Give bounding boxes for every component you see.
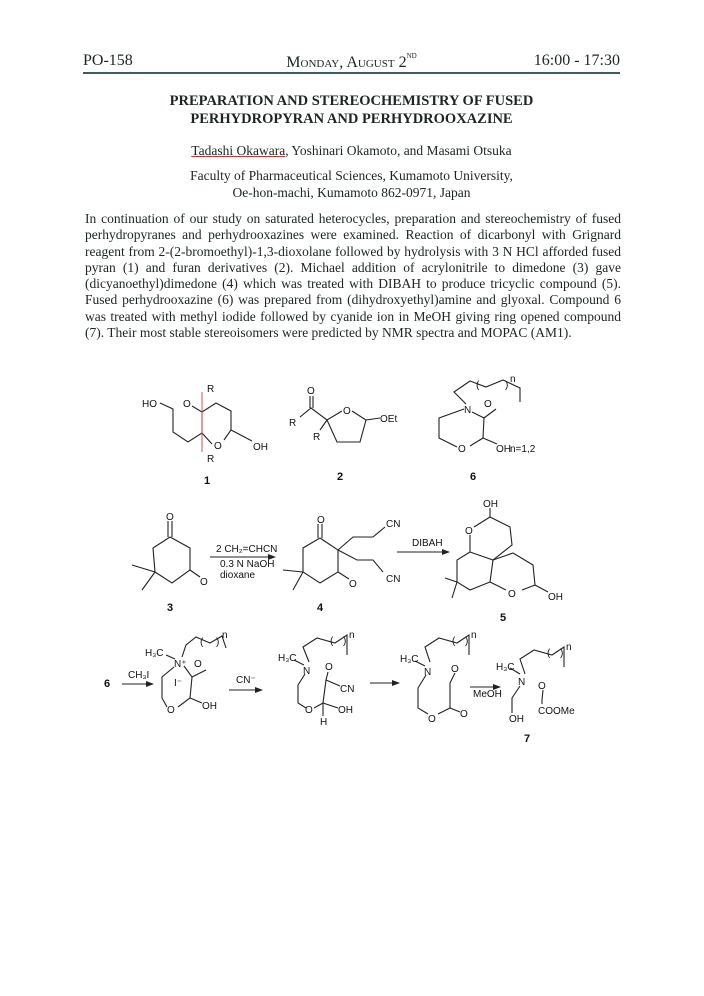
atom-label: O <box>458 444 466 455</box>
bracket: ) <box>343 636 347 647</box>
atom-label: N⁺ <box>174 659 187 670</box>
atom-label: CN <box>386 574 401 585</box>
title-line: PERHYDROPYRAN AND PERHYDROOXAZINE <box>190 111 513 127</box>
compound-label: 2 <box>337 471 344 483</box>
reagent-label: CN⁻ <box>236 675 256 686</box>
bracket: ) <box>560 648 564 659</box>
bracket: ) <box>465 636 469 647</box>
arrow-dibah <box>397 538 450 555</box>
atom-label: O <box>508 589 516 600</box>
bracket: ( <box>200 637 204 648</box>
atom-label: OH <box>253 442 268 453</box>
atom-label: n <box>471 630 477 641</box>
compound-3 <box>132 512 208 614</box>
compound-label: 7 <box>524 733 531 745</box>
atom-label: n <box>510 374 516 385</box>
atom-label: OH <box>202 701 217 712</box>
atom-label: N <box>303 666 311 677</box>
atom-label: CN <box>386 519 401 530</box>
reagent-label: dioxane <box>220 570 256 581</box>
atom-label: OH <box>496 444 511 455</box>
atom-label: O <box>465 526 473 537</box>
atom-label: R <box>289 418 297 429</box>
arrow-michael-addition <box>210 544 277 581</box>
atom-label: H₃C <box>400 654 419 665</box>
atom-label: O <box>538 681 546 692</box>
presenting-author: Tadashi Okawara <box>191 143 286 158</box>
atom-label: O <box>305 705 313 716</box>
cyanide-adduct-intermediate <box>278 630 355 728</box>
compound-label: 6 <box>104 678 111 690</box>
compound-label: 6 <box>470 471 477 483</box>
atom-label: O <box>428 714 436 725</box>
atom-label: H₃C <box>278 653 297 664</box>
title-line: PREPARATION AND STEREOCHEMISTRY OF FUSED <box>169 93 534 109</box>
compound-label: 5 <box>500 612 507 624</box>
atom-label: HO <box>142 399 157 410</box>
atom-label: R <box>207 454 215 465</box>
date-text: Monday, August 2 <box>286 54 407 71</box>
compound-label: 4 <box>317 602 324 614</box>
compound-5 <box>445 499 563 624</box>
bracket: ( <box>330 636 334 647</box>
atom-label: OEt <box>380 414 398 425</box>
atom-label: n <box>222 630 228 641</box>
bracket: ) <box>505 380 509 391</box>
arrow-methyl-iodide <box>122 670 154 687</box>
atom-label: O <box>200 577 208 588</box>
atom-label: COOMe <box>538 706 575 717</box>
poster-code: PO-158 <box>83 52 133 69</box>
co-authors: , Yoshinari Okamoto, and Masami Otsuka <box>285 143 512 158</box>
compound-label: 1 <box>204 475 211 487</box>
compound-1 <box>142 384 268 487</box>
reagent-label: CH₃I <box>128 670 150 681</box>
atom-label: O <box>317 515 325 526</box>
atom-label: I⁻ <box>174 678 183 689</box>
reagent-label: 0.3 N NaOH <box>220 559 275 570</box>
atom-label: O <box>451 664 459 675</box>
bracket: ) <box>216 637 220 648</box>
atom-label: O <box>307 386 315 397</box>
atom-label: n <box>349 630 355 641</box>
atom-label: O <box>166 512 174 523</box>
atom-label: O <box>167 705 175 716</box>
session-time: 16:00 - 17:30 <box>533 52 620 69</box>
arrow-methanolysis <box>470 684 502 700</box>
atom-label: O <box>349 579 357 590</box>
affiliation-line: Faculty of Pharmaceutical Sciences, Kumamoto University, <box>190 168 513 183</box>
lactone-intermediate <box>400 630 477 725</box>
reagent-label: MeOH <box>473 689 502 700</box>
atom-label: R <box>313 432 321 443</box>
compound-7 <box>496 642 575 745</box>
atom-label: O <box>194 659 202 670</box>
bracket: ( <box>547 648 551 659</box>
atom-label: R <box>207 384 215 395</box>
atom-label: O <box>325 662 333 673</box>
compound-label: 3 <box>167 602 174 614</box>
affiliation-line: Oe-hon-machi, Kumamoto 862-0971, Japan <box>232 185 471 200</box>
compound-4 <box>283 515 400 614</box>
atom-label: H₃C <box>145 648 164 659</box>
atom-label: O <box>460 709 468 720</box>
atom-label: H₃C <box>496 662 515 673</box>
atom-label: OH <box>338 705 353 716</box>
atom-label: OH <box>483 499 498 510</box>
atom-label: O <box>183 399 191 410</box>
atom-label: O <box>343 406 351 417</box>
date-suffix: ND <box>406 52 417 60</box>
reagent-label: 2 CH₂=CHCN <box>216 544 278 555</box>
atom-label: CN <box>340 684 355 695</box>
bracket: ( <box>476 380 480 391</box>
atom-label: OH <box>548 592 563 603</box>
atom-label: OH <box>509 714 524 725</box>
atom-label: N <box>518 677 526 688</box>
arrow-cyanide <box>229 675 263 693</box>
atom-label: O <box>484 399 492 410</box>
n-values: n=1,2 <box>510 444 536 455</box>
methiodide-intermediate <box>145 630 228 716</box>
compound-6 <box>439 374 536 483</box>
atom-label: N <box>424 667 432 678</box>
arrow-ring-opening <box>370 680 400 686</box>
atom-label: n <box>566 642 572 653</box>
reagent-label: DIBAH <box>412 538 443 549</box>
compound-2 <box>289 386 397 483</box>
atom-label: N <box>464 405 472 416</box>
bracket: ( <box>452 636 456 647</box>
atom-label: O <box>214 441 222 452</box>
abstract: In continuation of our study on saturated heterocycles, preparation and stereochemistry of fused perhydropyranes and perhydrooxazines were examined. Reaction of dicarbonyl with Grignard reagent from 2-(2-bromoethyl)-1,3-dioxolane followed by hydrolysis with 3 N HCl afforded fused pyran (1) and furan derivatives (2). Michael addition of acrylonitrile to dimedone (3) gave (dicyanoethyl)dimedone (4) which was treated with DIBAH to produce tricyclic compound (5). Fused perhydrooxazine (6) was prepared from (dihydroxyethyl)amine and glyoxal. Compound 6 was treated with methyl iodide followed by cyanide ion in MeOH giving ring opened compound (7). Their most stable stereoisomers were predicted by NMR spectra and MOPAC (AM1). <box>85 211 621 341</box>
atom-label: H <box>320 717 328 728</box>
